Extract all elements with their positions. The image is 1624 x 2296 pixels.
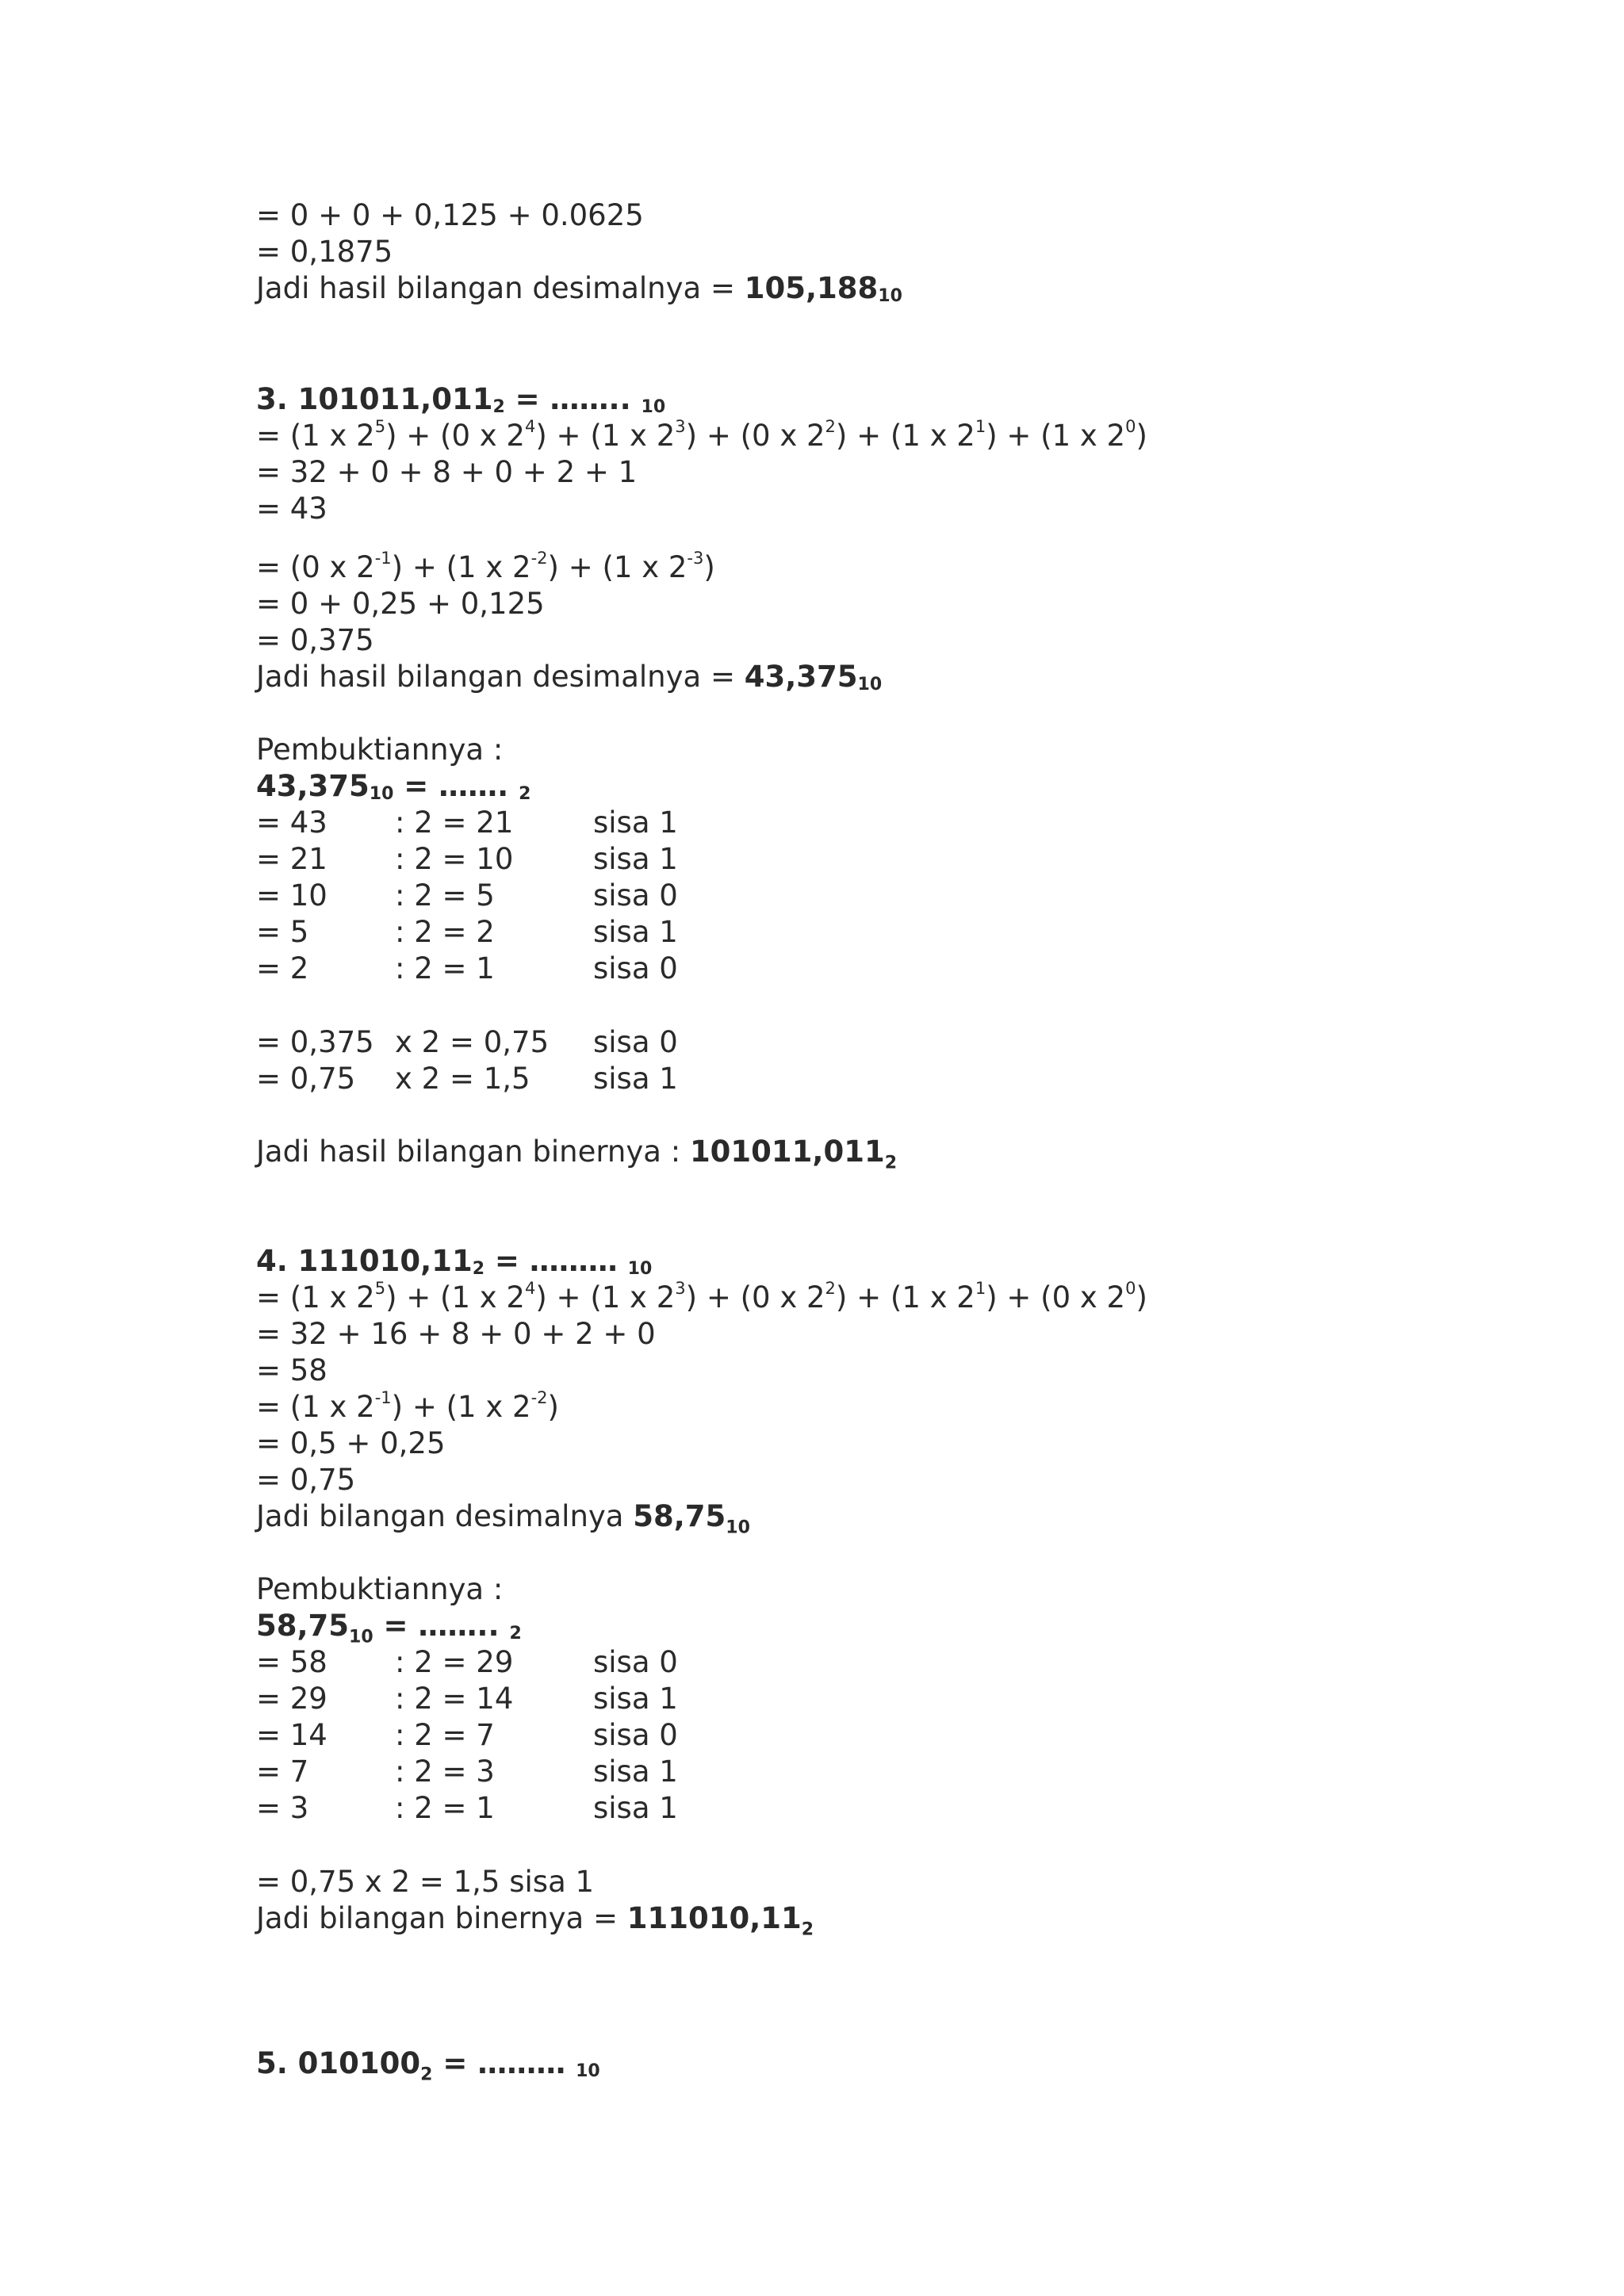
problem4-result xyxy=(256,1498,750,1538)
proof-base: 10 xyxy=(369,784,394,804)
result-base: 10 xyxy=(878,286,902,306)
problem4-mult-line: = 0,75 x 2 = 1,5 sisa 1 xyxy=(256,1865,595,1899)
problem3-proof-label: Pembuktiannya : xyxy=(256,733,504,767)
term: = (1 x $2^5$) xyxy=(256,416,397,453)
problem4-number: 4. 111010,11 xyxy=(256,1244,473,1278)
proof-base: 10 xyxy=(349,1627,373,1647)
term: + (0 x $2^4$) xyxy=(396,416,547,453)
result-value: 43,375 xyxy=(744,660,858,694)
proof-number: 58,75 xyxy=(256,1609,350,1643)
term: = (0 x $2^{-1}$) xyxy=(256,548,404,584)
problem4-expansion xyxy=(256,1280,1147,1316)
continuation-line-1: = 0 + 0 + 0,125 + 0.0625 xyxy=(256,198,644,232)
problem3-base: 2 xyxy=(492,397,505,417)
proof-target-base: 2 xyxy=(519,784,531,804)
term: + (1 x $2^3$) xyxy=(546,1278,698,1314)
problem4-sum: = 32 + 16 + 8 + 0 + 2 + 0 xyxy=(256,1317,656,1351)
result-prefix: Jadi hasil bilangan desimalnya = xyxy=(256,660,745,694)
problem4-fraction-result: = 0,75 xyxy=(256,1463,356,1497)
result-value: 58,75 xyxy=(633,1499,726,1533)
problem3-fraction-result: = 0,375 xyxy=(256,623,374,657)
term: + (1 x $2^1$) xyxy=(847,1278,998,1314)
problem4-proof-heading xyxy=(256,1608,522,1649)
result-base: 10 xyxy=(857,675,883,695)
document-page: = 0 + 0 + 0,125 + 0.0625 = 0,1875 Jadi hasil bilangan desimalnya = 105,18810 3. 101011,0112 = …….. 10 = (1 x $2^5) + (0$ x $2^4) + (1$ x $2^3) + (0$ x $2^2) + (1$ x $2^1) + (1$ x $2^0$) = 32 + 0 + 8 + 0 + 2 + 1 = 43 = (0 x $2^{-1}) + (1$ x $2^{-2}) + (1$ x $2^{-3}$) = 0 + 0,25 + 0,125 = 0,375 Jadi hasil bilangan desimalnya = 43,37510 Pembuktiannya : 43,37510 = ……. 2 = 43 : 2 = 21 sisa 1 = 21 : 2 = 10 sisa 1 = 10 : 2 = 5 sisa 0 = 5 : 2 = 2 sisa 1 = 2 : 2 = 1 sisa 0 = 0,375 x 2 = 0,75 sisa 0 = 0,75 x 2 = 1,5 sisa 1 Jadi hasil bilangan binernya : $101011,011_2$ 4. 111010,112 = ……… 10 = (1 x $2^5) + (1$ x $2^4) + (1$ x $2^3) + (0$ x $2^2) + (1$ x $2^1) + (0$ x $2^0$) = 32 + 16 + 8 + 0 + 2 + 0 = 58 = (1 x $2^{-1}) + (1$ x $2^{-2}$) = 0,5 + 0,25 = 0,75 Jadi bilangan desimalnya $58,75_{10}$ Pembuktiannya : $58,75_{10}$ = …….. 2 = 58 : 2 = 29 sisa 0 = 29 : 2 = 14 sisa 1 = 14 : 2 = 7 sisa 0 = 7 : 2 = 3 sisa 1 = 3 : 2 = 1 sisa 1 = 0,75 x 2 = 1,5 sisa 1 Jadi bilangan binernya = $111010,11_2$ 5. $010100_2$ = ……… 10 xyxy=(0,0,1624,2296)
problem3-number: 3. 101011,011 xyxy=(256,382,493,416)
problem4-heading xyxy=(256,1243,652,1284)
term: + (1 x $2^{-2}$) xyxy=(403,1387,559,1424)
problem5-equals: = ……… xyxy=(432,2046,576,2080)
problem3-int-result: = 43 xyxy=(256,492,327,526)
problem3-binary-result xyxy=(256,1134,898,1173)
binary-base: 2 xyxy=(884,1153,898,1173)
problem5-target-base: 10 xyxy=(576,2061,600,2081)
problem4-fraction-expansion xyxy=(256,1389,559,1425)
problem3-expansion xyxy=(256,418,1147,454)
continuation-result xyxy=(256,270,902,312)
problem3-sum: = 32 + 0 + 8 + 0 + 2 + 1 xyxy=(256,455,638,489)
problem5-base: 2 xyxy=(420,2064,433,2085)
problem3-proof-heading xyxy=(256,768,530,809)
problem3-result xyxy=(256,659,882,700)
proof-target-base: 2 xyxy=(509,1624,522,1644)
term: + (1 x $2^3$) xyxy=(546,416,698,453)
problem4-equals: = ……… xyxy=(485,1244,628,1278)
problem3-heading xyxy=(256,381,665,423)
problem3-equals: = …….. xyxy=(504,382,642,416)
binary-base: 2 xyxy=(801,1919,814,1940)
problem5-heading xyxy=(256,2045,600,2087)
proof-equals: = …….. xyxy=(373,1609,510,1643)
problem4-proof-label: Pembuktiannya : xyxy=(256,1572,504,1606)
term: + (1 x $2^1$) xyxy=(847,416,998,453)
binary-value: 111010,11 xyxy=(626,1901,802,1935)
term: = (1 x $2^5$) xyxy=(256,1278,397,1314)
problem3-fraction-sum: = 0 + 0,25 + 0,125 xyxy=(256,587,545,621)
problem4-target-base: 10 xyxy=(627,1259,653,1279)
term: + (1 x $2^4$) xyxy=(396,1278,547,1314)
problem5-number: 5. 010100 xyxy=(256,2046,421,2080)
problem4-int-result: = 58 xyxy=(256,1353,327,1387)
term: = (1 x $2^{-1}$) xyxy=(256,1387,404,1424)
result-prefix: Jadi bilangan desimalnya xyxy=(256,1499,634,1533)
result-prefix: Jadi hasil bilangan desimalnya = xyxy=(256,271,745,305)
term: + (1 x $2^{-2}$) xyxy=(403,548,559,584)
binary-prefix: Jadi hasil bilangan binernya : xyxy=(256,1135,690,1169)
term: + (1 x $2^0$) xyxy=(997,416,1147,453)
result-value: 105,188 xyxy=(744,271,879,305)
binary-value: 101011,011 xyxy=(689,1135,885,1169)
problem4-fraction-sum: = 0,5 + 0,25 xyxy=(256,1426,446,1460)
problem4-base: 2 xyxy=(472,1259,485,1279)
result-base: 10 xyxy=(726,1517,750,1538)
continuation-line-2: = 0,1875 xyxy=(256,235,393,269)
term: + (1 x $2^{-3}$) xyxy=(558,548,715,584)
proof-equals: = ……. xyxy=(393,769,519,803)
problem4-binary-result xyxy=(256,1900,814,1940)
term: + (0 x $2^2$) xyxy=(697,1278,848,1314)
problem3-target-base: 10 xyxy=(641,397,666,417)
proof-number: 43,375 xyxy=(256,769,370,803)
problem3-fraction-expansion xyxy=(256,549,715,586)
term: + (0 x $2^2$) xyxy=(697,416,848,453)
term: + (0 x $2^0$) xyxy=(997,1278,1147,1314)
binary-prefix: Jadi bilangan binernya = xyxy=(256,1901,627,1935)
